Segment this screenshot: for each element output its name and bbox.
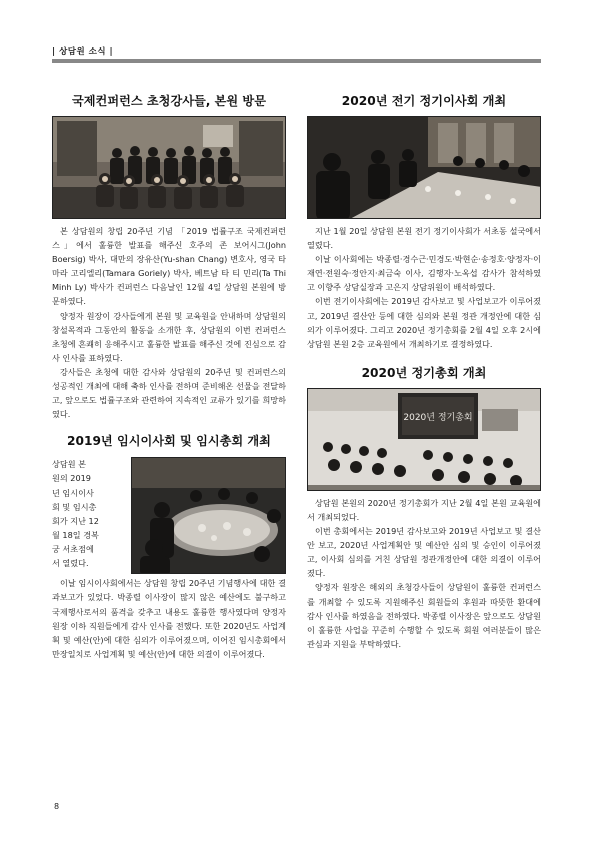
- board-paragraph: 지난 1월 20일 상담원 본원 전기 정기이사회가 서초동 설국에서 열렸다.: [307, 226, 541, 251]
- board-title: 2020년 전기 정기이사회 개최: [341, 94, 507, 108]
- right-column: [307, 91, 541, 651]
- general-paragraph: 이번 총회에서는 2019년 감사보고와 2019년 사업보고 및 결산안 보고, 2020년 사업계획안 및 예산안 심의 및 승인이 이루어졌고, 이사회 심의를 거친 상담원 정관개정안에 대한 의결이 이루어졌다.: [307, 526, 541, 579]
- board-paragraph: 이날 이사회에는 박종렬·경수근·민경도·박현순·송정호·양정자·이재연·전원숙·정안지·최금숙 이사, 김행자·노옥섭 감사가 참석하였고 이향주 상담실장과 고은지 상담위원이 배석하였다.: [307, 254, 541, 293]
- conference-group-photo: [52, 116, 286, 219]
- extraordinary-title: 2019년 임시이사회 및 임시총회 개최: [67, 434, 271, 449]
- float-line: 월 18일 경복: [52, 529, 99, 540]
- conference-paragraph: 양정자 원장이 강사들에게 본원 및 교육원을 안내하며 상담원의 창설목적과 그동안의 활동을 소개한 후, 상담원의 이번 컨퍼런스 초청에 흔쾌히 응해주시고 훌륭한 발표를 해주신 것에 진심으로 감사 인사를 표하였다.: [52, 310, 286, 363]
- conference-paragraph: 본 상담원의 창립 20주년 기념 「2019 법률구조 국제컨퍼런스」에서 훌륭한 발표를 해주신 호주의 존 보어시그(John Boersig) 박사, 대만의 장유산(Yu-shan Chang) 변호사, 영국 타마라 고리엘리(Tamara Goriely) 박사, 베트남 타 티 민리(Ta Thi Minh Ly) 박사가 컨퍼런스 다음날인 12월 4일 상담원 본원에 방문하였다.: [52, 226, 286, 307]
- extraordinary-meeting-photo: [131, 457, 286, 574]
- general-meeting-photo: [307, 388, 541, 491]
- board-paragraph: 이번 전기이사회에는 2019년 감사보고 및 사업보고가 이루어졌고, 2019년 결산안 등에 대한 심의와 본원 정관 개정안에 대한 심의가 이루어졌다. 그리고 2020년 정기총회를 2월 4일 오후 2시에 상담원 본원 2층 교육원에서 개최하기로 결정하였다.: [307, 296, 541, 349]
- left-column: [52, 91, 286, 661]
- general-article: [307, 363, 541, 651]
- page-number: 8: [54, 802, 60, 811]
- float-line: 궁 서초점에: [52, 543, 94, 554]
- section-header: | 상담원 소식 |: [52, 47, 114, 57]
- float-line: 원의 2019: [52, 473, 91, 484]
- header-rule: [52, 59, 541, 63]
- conference-title: 국제컨퍼런스 초청강사들, 본원 방문: [72, 94, 266, 108]
- conference-paragraph: 강사들은 초청에 대한 감사와 상담원의 20주년 및 컨퍼런스의 성공적인 개최에 대해 축하 인사를 전하며 준비해온 선물을 전달하고, 앞으로도 법률구조와 관련하여 지속적인 교류가 있기를 희망하였다.: [52, 366, 286, 420]
- float-line: 상담원 본: [52, 459, 86, 470]
- board-article: [307, 91, 541, 351]
- conference-article: [52, 91, 286, 421]
- float-line: 년 임시이사: [52, 487, 94, 498]
- extraordinary-article: [52, 431, 286, 661]
- board-meeting-photo: [307, 116, 541, 219]
- general-paragraph: 상담원 본원의 2020년 정기총회가 지난 2월 4일 본원 교육원에서 개최되었다.: [307, 497, 541, 522]
- general-title: 2020년 정기총회 개최: [361, 365, 487, 380]
- float-line: 서 열렸다.: [52, 557, 89, 568]
- float-line: 회 및 임시총: [52, 501, 97, 512]
- float-line: 회가 지난 12: [52, 515, 99, 526]
- extraordinary-paragraph: 이날 임시이사회에서는 상담원 창립 20주년 기념행사에 대한 결과보고가 있었다. 박종렬 이사장이 많지 않은 예산에도 불구하고 국제행사로서의 품격을 갖추고 내용도 훌륭한 행사였다며 양정자 원장 이하 직원들에게 감사 인사를 전했다. 또한 2020년도 사업계획 및 예산(안)에 대한 심의가 이루어졌으며, 이어진 임시총회에서 만장일치로 사업계획 및 예산(안)에 대한 의결이 이루어졌다.: [52, 578, 286, 659]
- general-paragraph: 양정자 원장은 해외의 초청강사들이 상담원이 훌륭한 컨퍼런스를 개최할 수 있도록 지원해주신 회원들의 후원과 따뜻한 환대에 감사 인사를 하였음을 전하였다. 박종렬 이사장은 앞으로도 상담원이 훌륭한 사업을 꾸준히 수행할 수 있도록 회원 여러분들이 많은 관심과 지원을 부탁하였다.: [307, 582, 541, 649]
- banner-text: 2020년 정기총회: [403, 412, 473, 423]
